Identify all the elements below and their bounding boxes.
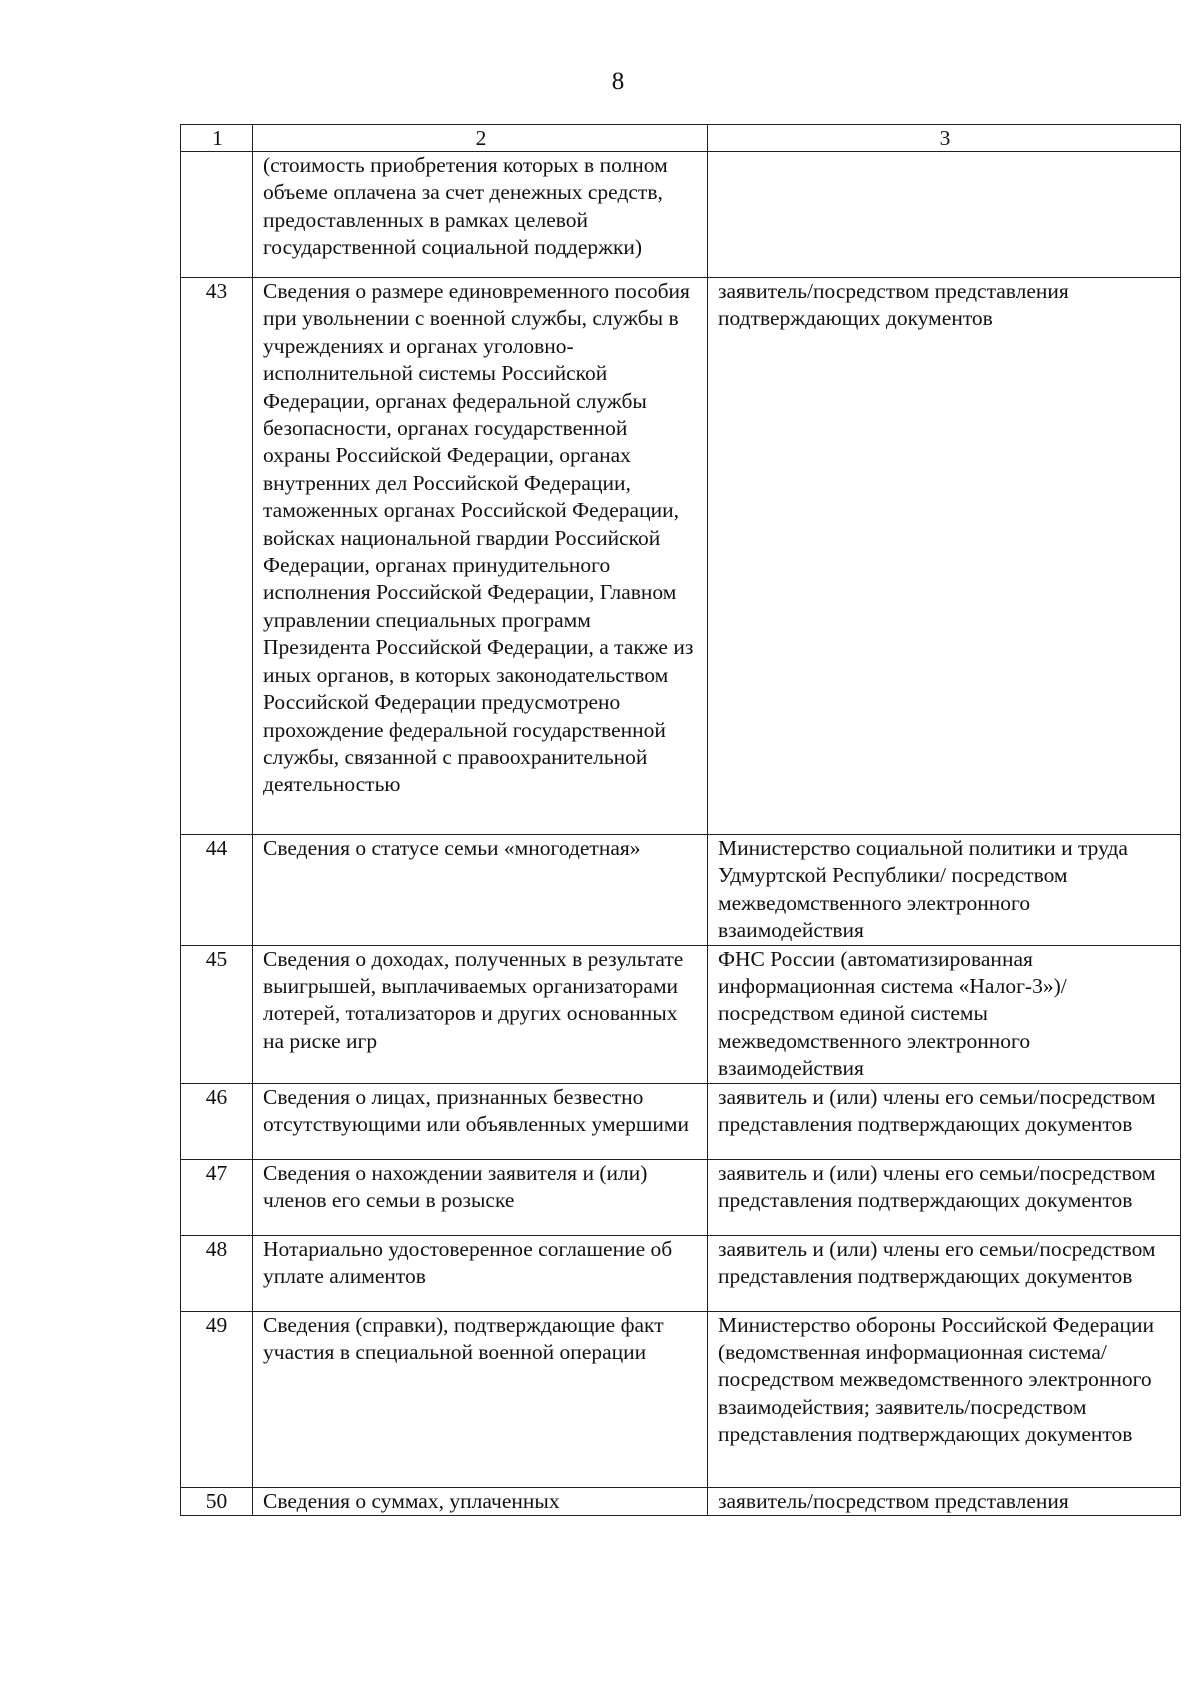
row-information: Сведения о нахождении заявителя и (или) членов его семьи в розыске [253,1159,708,1235]
row-number: 49 [181,1311,253,1487]
row-information: Сведения о доходах, полученных в результате выигрышей, выплачиваемых организаторами лотерей, тотализаторов и других основанных на риске игр [253,945,708,1083]
table-header-row [181,125,1181,152]
row-number: 44 [181,835,253,946]
row-information: Сведения о суммах, уплаченных [253,1487,708,1515]
table-row [181,1083,1181,1159]
table-row [181,945,1181,1083]
row-information: Сведения (справки), подтверждающие факт участия в специальной военной операции [253,1311,708,1487]
row-number: 50 [181,1487,253,1515]
header-col-3: 3 [708,125,1181,152]
row-number: 45 [181,945,253,1083]
row-information: Сведения о лицах, признанных безвестно отсутствующими или объявленных умершими [253,1083,708,1159]
row-source: заявитель и (или) члены его семьи/посредством представления подтверждающих документов [708,1159,1181,1235]
documents-table [180,124,1181,1516]
row-source [708,152,1181,278]
table-row [181,1311,1181,1487]
row-source: заявитель и (или) члены его семьи/посредством представления подтверждающих документов [708,1083,1181,1159]
row-number [181,152,253,278]
row-number: 43 [181,278,253,835]
row-information: Нотариально удостоверенное соглашение об уплате алиментов [253,1235,708,1311]
row-source: заявитель/посредством представления подтверждающих документов [708,278,1181,835]
table-row [181,278,1181,835]
row-source: Министерство социальной политики и труда Удмуртской Республики/ посредством межведомственного электронного взаимодействия [708,835,1181,946]
row-source: заявитель/посредством представления [708,1487,1181,1515]
row-source: ФНС России (автоматизированная информационная система «Налог-3»)/ посредством единой системы межведомственного электронного взаимодействия [708,945,1181,1083]
table-row [181,1235,1181,1311]
table-row [181,152,1181,278]
row-source: Министерство обороны Российской Федерации (ведомственная информационная система/посредством межведомственного электронного взаимодействия; заявитель/посредством представления подтверждающих документов [708,1311,1181,1487]
header-col-2: 2 [253,125,708,152]
table-row [181,835,1181,946]
row-number: 48 [181,1235,253,1311]
row-information: Сведения о статусе семьи «многодетная» [253,835,708,946]
row-source: заявитель и (или) члены его семьи/посредством представления подтверждающих документов [708,1235,1181,1311]
row-number: 46 [181,1083,253,1159]
header-col-1: 1 [181,125,253,152]
table-row [181,1159,1181,1235]
row-information: Сведения о размере единовременного пособия при увольнении с военной службы, службы в учреждениях и органах уголовно-исполнительной системы Российской Федерации, органах федеральной службы безопасности, органах государственной охраны Российской Федерации, органах внутренних дел Российской Федерации, таможенных органах Российской Федерации, войсках национальной гвардии Российской Федерации, органах принудительного исполнения Российской Федерации, Главном управлении специальных программ Президента Российской Федерации, а также из иных органов, в которых законодательством Российской Федерации предусмотрено прохождение федеральной государственной службы, связанной с правоохранительной деятельностью [253,278,708,835]
row-number: 47 [181,1159,253,1235]
page-number: 8 [611,68,625,95]
row-information: (стоимость приобретения которых в полном объеме оплачена за счет денежных средств, предоставленных в рамках целевой государственной социальной поддержки) [253,152,708,278]
table-row [181,1487,1181,1515]
